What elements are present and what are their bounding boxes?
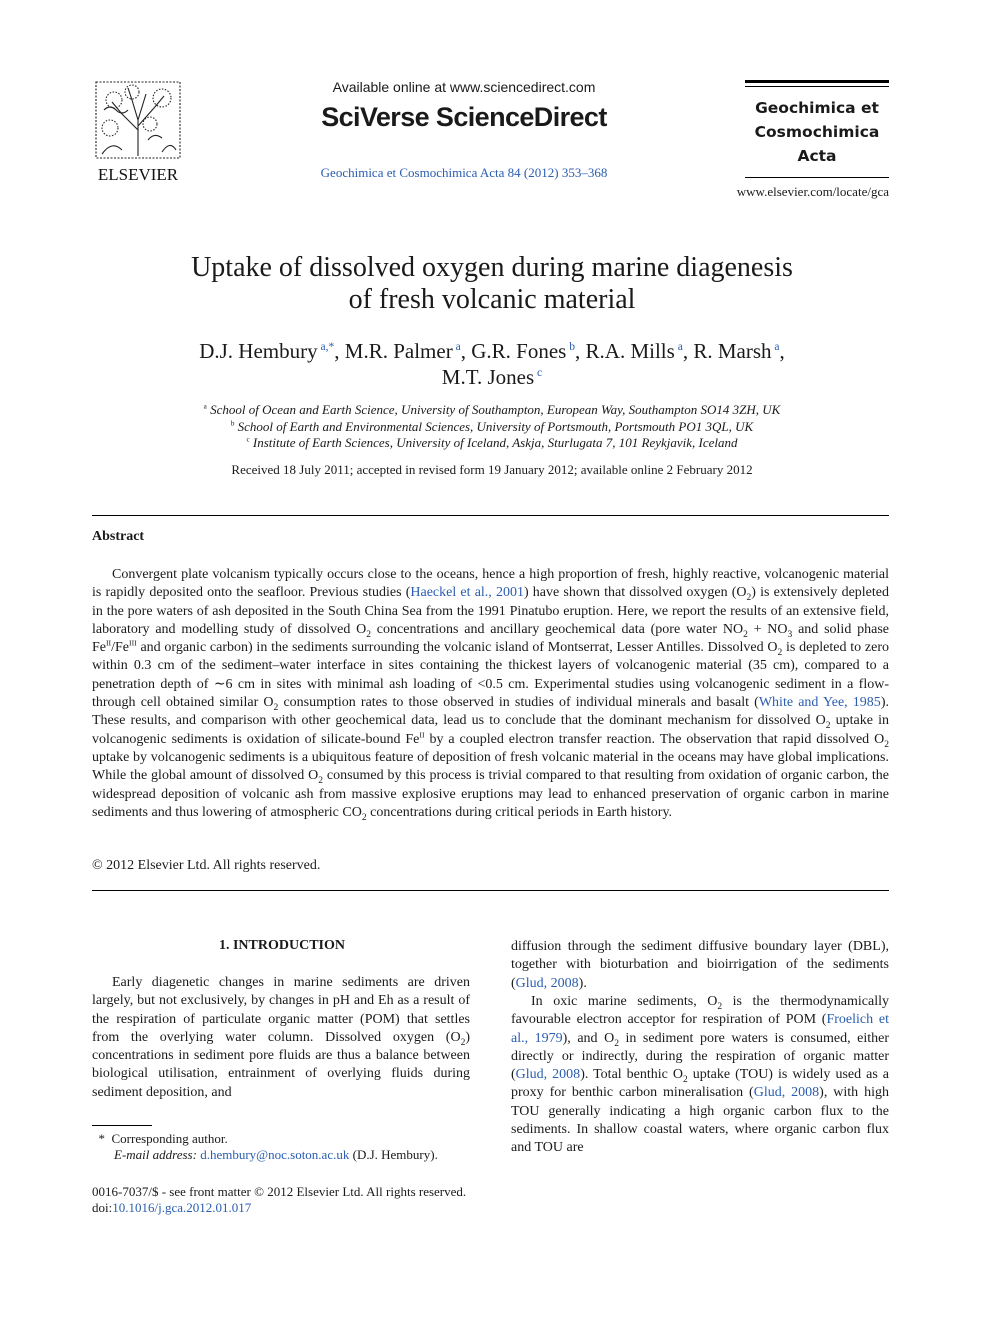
text-run: and solid phase Fe bbox=[92, 621, 889, 656]
subscript: 2 bbox=[683, 1074, 688, 1085]
available-online: Available online at www.sciencedirect.com bbox=[332, 79, 596, 95]
article-title-line: Uptake of dissolved oxygen during marine diagenesis bbox=[191, 252, 793, 283]
corresponding-author-note: * Corresponding author. bbox=[98, 1131, 228, 1146]
abstract-heading: Abstract bbox=[92, 529, 145, 544]
footnote-rule bbox=[92, 1125, 152, 1126]
article-title-line: of fresh volcanic material bbox=[348, 284, 636, 315]
subscript: 2 bbox=[273, 702, 279, 713]
subscript: 2 bbox=[743, 629, 748, 640]
citation-link[interactable]: Glud, 2008 bbox=[515, 975, 579, 991]
superscript: II bbox=[106, 638, 112, 648]
footnote-mark: * bbox=[98, 1131, 105, 1146]
journal-url[interactable]: www.elsevier.com/locate/gca bbox=[736, 184, 889, 199]
text-run: ). Total benthic O bbox=[580, 1067, 684, 1083]
text-run: Early diagenetic changes in marine sediments are driven largely, but not exclusively, by changes in pH and Eh as a result of the respiration of particulate organic matter (POM) that settles from the overlying water column. Dissolved oxygen (O bbox=[92, 975, 470, 1045]
citation-link[interactable]: Glud, 2008 bbox=[753, 1085, 820, 1101]
article-dates: Received 18 July 2011; accepted in revised form 19 January 2012; available online 2 February 2012 bbox=[231, 462, 753, 477]
subscript: 2 bbox=[717, 1001, 723, 1012]
text-run: ), and O bbox=[562, 1030, 615, 1046]
abstract-body bbox=[92, 566, 889, 822]
text-run: ) is extensively depleted in the pore waters of ash deposited in the South China Sea from the 1991 Pinatubo eruption. Here, we report the results of an extensive field, laboratory and modelling study of dissolved O bbox=[92, 585, 889, 637]
superscript: II bbox=[419, 730, 425, 740]
affiliation-mark: c bbox=[246, 435, 250, 444]
affiliation: $^b$ School of Earth and Environmental Sciences, University of Portsmouth, Portsmouth PO1 3QL, UK bbox=[230, 418, 754, 434]
journal-rule-top-thin bbox=[745, 86, 889, 87]
text-run: In oxic marine sediments, O bbox=[531, 994, 718, 1009]
abstract-copyright: © 2012 Elsevier Ltd. All rights reserved. bbox=[92, 858, 321, 873]
email-note: E-mail address: d.hembury@noc.soton.ac.uk (D.J. Hembury). bbox=[114, 1147, 438, 1162]
text-run: ), with high TOU generally indicating a high organic carbon flux to the sediments. In shallow coastal waters, where organic carbon flux and TOU are bbox=[511, 1085, 889, 1156]
author-name: R.A. Mills bbox=[585, 339, 675, 363]
text-run: diffusion through the sediment diffusive boundary layer (DBL), together with bioturbation and bioirrigation of the sediments ( bbox=[511, 939, 889, 991]
text-run: in sediment pore waters is consumed, either directly or indirectly, during the respiration of organic matter ( bbox=[511, 1030, 889, 1083]
journal-citation[interactable]: Geochimica et Cosmochimica Acta 84 (2012) 353–368 bbox=[320, 165, 608, 180]
sciencedirect-brand: SciVerse ScienceDirect bbox=[321, 102, 607, 132]
text-run: + NO bbox=[747, 621, 788, 637]
text-run: is the thermodynamically favourable electron acceptor for respiration of POM ( bbox=[511, 994, 890, 1028]
text-run: is depleted to zero within 0.3 cm of the sediment–water interface in sites containing the thickest layers of volcanogenic material (35 cm), compared to a penetration depth of ∼6 cm in sites with minimal ash loading of <0.5 cm. Experimental studies using volcanogenic sediment in a flow-through cell obtained similar O bbox=[92, 640, 889, 711]
email-link[interactable]: d.hembury@noc.soton.ac.uk bbox=[200, 1147, 350, 1162]
subscript: 2 bbox=[361, 812, 367, 823]
subscript: 2 bbox=[777, 647, 783, 658]
author-list: D.J. Hembury $^{a,*}$, M.R. Palmer $^a$, G.R. Fones $^b$, R.A. Mills $^a$, R. Marsh $^a$, M.T. Jones $^c$ bbox=[199, 339, 785, 389]
affiliation-mark: a bbox=[203, 402, 207, 411]
superscript: III bbox=[129, 638, 137, 648]
citation-link[interactable]: White and Yee, 1985 bbox=[758, 695, 881, 711]
journal-title-line: Geochimica et bbox=[755, 99, 879, 117]
journal-title-line: Acta bbox=[797, 147, 837, 165]
author-name: G.R. Fones bbox=[471, 339, 567, 363]
subscript: 2 bbox=[614, 1038, 619, 1049]
author-name: M.R. Palmer bbox=[344, 339, 453, 363]
journal-title bbox=[745, 96, 889, 168]
journal-title-line: Cosmochimica bbox=[754, 123, 880, 141]
abstract-rule-top bbox=[92, 515, 889, 516]
text-run: ) concentrations in sediment pore fluids are thus a balance between biological utilisation, entrainment of overlying fluids during sediment deposition, and bbox=[92, 1029, 470, 1100]
subscript: 2 bbox=[825, 721, 831, 732]
author-affil-mark[interactable]: a bbox=[677, 341, 683, 353]
citation-link[interactable]: Froelich et al., 1979 bbox=[511, 1012, 889, 1046]
subscript: 2 bbox=[746, 593, 752, 604]
author-affil-mark[interactable]: c bbox=[537, 367, 543, 379]
section-heading: 1. INTRODUCTION bbox=[218, 938, 345, 953]
text-run: uptake by volcanogenic sediments is a ubiquitous feature of deposition of fresh volcanic material in the oceans may have global implications. While the global amount of dissolved O bbox=[92, 749, 889, 784]
author-affil-mark[interactable]: a bbox=[455, 341, 461, 353]
doi-link[interactable]: 10.1016/j.gca.2012.01.017 bbox=[112, 1200, 252, 1215]
intro-paragraph bbox=[511, 993, 889, 1158]
doi-line: doi:10.1016/j.gca.2012.01.017 bbox=[92, 1200, 252, 1215]
text-run: uptake (TOU) is widely used as a proxy for benthic carbon mineralisation ( bbox=[511, 1067, 890, 1101]
text-run: ). These results, and comparison with other geochemical data, lead us to conclude that the dominant mechanism for dissolved O bbox=[92, 695, 889, 729]
author-name: R. Marsh bbox=[693, 339, 772, 363]
abstract-rule-bottom bbox=[92, 890, 889, 891]
text-run: consumption rates to those observed in studies of individual minerals and basalt ( bbox=[278, 695, 759, 711]
author-name: D.J. Hembury bbox=[199, 339, 318, 363]
subscript: 2 bbox=[318, 776, 323, 787]
text-run: ) have shown that dissolved oxygen (O bbox=[523, 585, 747, 601]
affiliation-mark: b bbox=[230, 419, 235, 428]
affiliation: $^a$ School of Ocean and Earth Science, University of Southampton, European Way, Southampton SO14 3ZH, UK bbox=[203, 402, 781, 417]
journal-rule-bottom bbox=[745, 177, 889, 178]
text-run: Convergent plate volcanism typically occurs close to the oceans, hence a high proportion of fresh, highly reactive, volcanogenic material is rapidly deposited onto the seafloor. Previous studies ( bbox=[92, 567, 889, 601]
issn-line: 0016-7037/$ - see front matter © 2012 Elsevier Ltd. All rights reserved. bbox=[92, 1184, 467, 1199]
text-run: uptake in volcanogenic sediments is oxidation of silicate-bound Fe bbox=[92, 713, 889, 747]
subscript: 2 bbox=[366, 629, 372, 640]
text-run: concentrations and ancillary geochemical data (pore water NO bbox=[371, 621, 744, 637]
author-affil-mark[interactable]: a,* bbox=[320, 341, 335, 353]
subscript: 2 bbox=[884, 739, 889, 750]
text-run: and organic carbon) in the sediments surrounding the volcanic island of Montserrat, Lesser Antilles. Dissolved O bbox=[136, 640, 778, 656]
text-run: concentrations during critical periods in Earth history. bbox=[366, 804, 673, 820]
text-run: /Fe bbox=[111, 640, 130, 656]
affiliation: $^c$ Institute of Earth Sciences, University of Iceland, Askja, Sturlugata 7, 101 Reykjavik, Iceland bbox=[246, 435, 738, 450]
citation-link[interactable]: Glud, 2008 bbox=[515, 1067, 581, 1083]
text-run: consumed by this process is trivial compared to that resulting from oxidation of organic carbon, the widespread deposition of volcanic ash from massive explosive eruptions may lead to enhanced preservation of organic carbon in marine sediments and thus lowering of atmospheric CO bbox=[92, 768, 889, 820]
email-label: E-mail address: bbox=[114, 1147, 197, 1162]
article-title bbox=[0, 252, 984, 316]
intro-paragraph bbox=[92, 974, 470, 1102]
affiliations bbox=[0, 402, 984, 452]
text-run: by a coupled electron transfer reaction. The observation that rapid dissolved O bbox=[424, 731, 885, 747]
author-affil-mark[interactable]: a bbox=[774, 341, 780, 353]
author-name: M.T. Jones bbox=[441, 365, 535, 389]
citation-link[interactable]: Haeckel et al., 2001 bbox=[410, 585, 524, 601]
elsevier-logo-text: ELSEVIER bbox=[97, 165, 179, 184]
intro-paragraph-continued bbox=[511, 938, 889, 993]
journal-rule-top bbox=[745, 80, 889, 83]
text-run: ). bbox=[578, 975, 587, 991]
subscript: 2 bbox=[460, 1037, 466, 1048]
subscript: 3 bbox=[787, 629, 793, 640]
author-affil-mark[interactable]: b bbox=[569, 341, 576, 353]
